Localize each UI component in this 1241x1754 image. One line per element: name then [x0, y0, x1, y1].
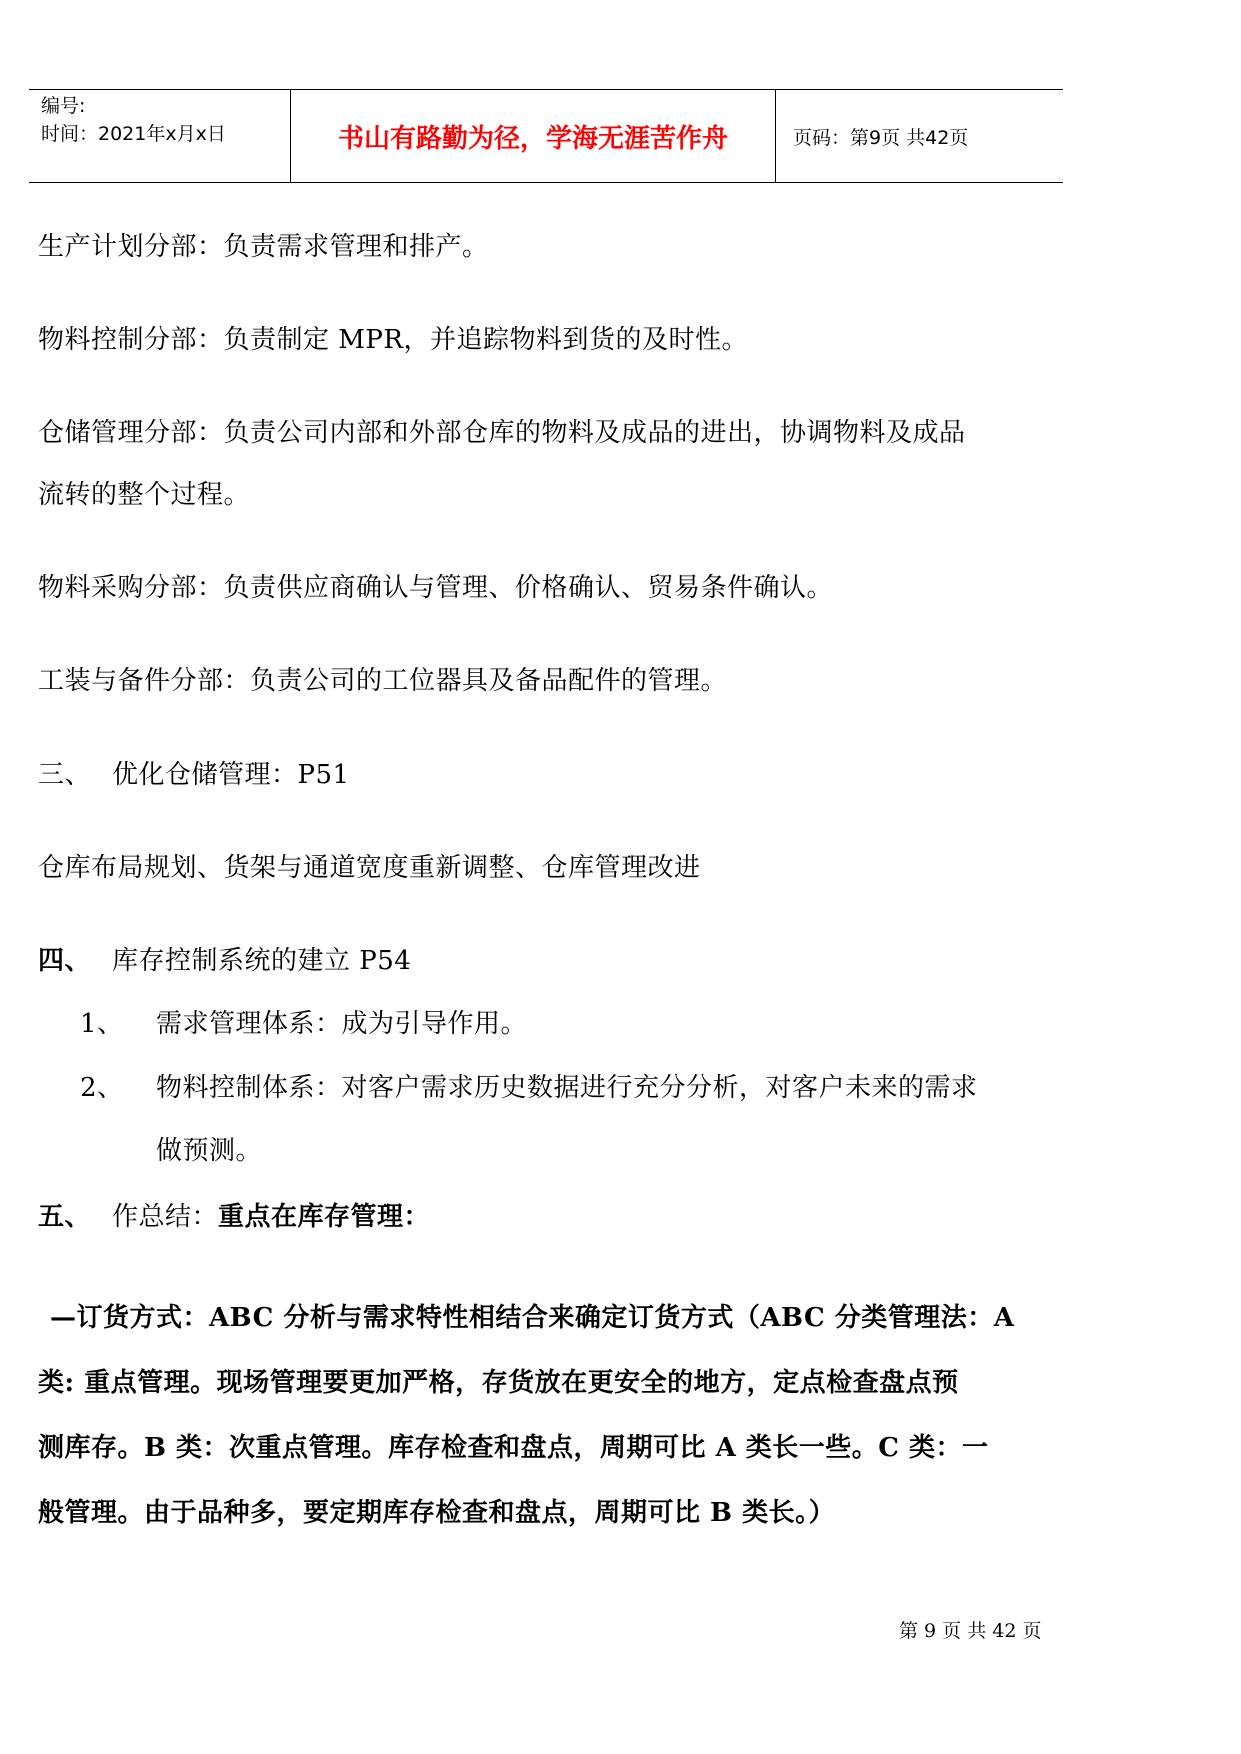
abc-paragraph-line2: 类: 重点管理。现场管理要更加严格，存货放在更安全的地方，定点检查盘点预 — [38, 1368, 959, 1398]
list-item-text: 物料控制体系：对客户需求历史数据进行充分分析，对客户未来的需求 — [156, 1073, 978, 1103]
paragraph-purchasing: 物料采购分部：负责供应商确认与管理、价格确认、贸易条件确认。 — [38, 573, 834, 603]
list-item-number: 1、 — [80, 1009, 124, 1039]
list-item-2-continuation: 做预测。 — [156, 1136, 263, 1166]
page-header — [29, 89, 1063, 183]
section-five-heading — [38, 1196, 430, 1233]
section-title-emphasis: 重点在库存管理： — [218, 1202, 431, 1232]
time-label: 时间：2021年x月x日 — [41, 123, 226, 145]
section-number: 三、 — [38, 760, 92, 790]
section-three-heading — [38, 754, 350, 791]
paragraph-warehouse-line2: 流转的整个过程。 — [38, 480, 251, 510]
paragraph-tooling: 工装与备件分部：负责公司的工位器具及备品配件的管理。 — [38, 666, 728, 696]
paragraph-warehouse-improvements: 仓库布局规划、货架与通道宽度重新调整、仓库管理改进 — [38, 853, 701, 883]
section-title: 优化仓储管理：P51 — [112, 760, 350, 790]
list-item-1 — [80, 1003, 527, 1040]
serial-label: 编号: — [41, 95, 86, 117]
section-four-heading — [38, 940, 411, 977]
paragraph-production-planning: 生产计划分部：负责需求管理和排产。 — [38, 232, 489, 262]
abc-paragraph-line4: 般管理。由于品种多，要定期库存检查和盘点，周期可比 B 类长。） — [38, 1498, 836, 1528]
section-number: 五、 — [38, 1202, 92, 1232]
list-item-number: 2、 — [80, 1073, 124, 1103]
list-item-2 — [80, 1067, 978, 1104]
header-meta — [41, 92, 226, 148]
section-title: 库存控制系统的建立 P54 — [112, 946, 412, 976]
header-divider — [775, 90, 776, 182]
header-motto: 书山有路勤为径，学海无涯苦作舟 — [337, 123, 728, 154]
list-item-text: 需求管理体系：成为引导作用。 — [156, 1009, 528, 1039]
abc-paragraph-line1: —订货方式：ABC 分析与需求特性相结合来确定订货方式（ABC 分类管理法：A — [50, 1303, 1015, 1333]
section-title: 作总结： — [112, 1202, 219, 1232]
paragraph-warehouse-line1: 仓储管理分部：负责公司内部和外部仓库的物料及成品的进出，协调物料及成品 — [38, 418, 966, 448]
abc-paragraph-line3: 测库存。B 类：次重点管理。库存检查和盘点，周期可比 A 类长一些。C 类：一 — [38, 1433, 989, 1463]
paragraph-material-control: 物料控制分部：负责制定 MPR，并追踪物料到货的及时性。 — [38, 325, 748, 355]
header-page-info: 页码：第9页 共42页 — [793, 126, 969, 149]
section-number: 四、 — [38, 946, 92, 976]
page-footer: 第 9 页 共 42 页 — [899, 1620, 1042, 1642]
